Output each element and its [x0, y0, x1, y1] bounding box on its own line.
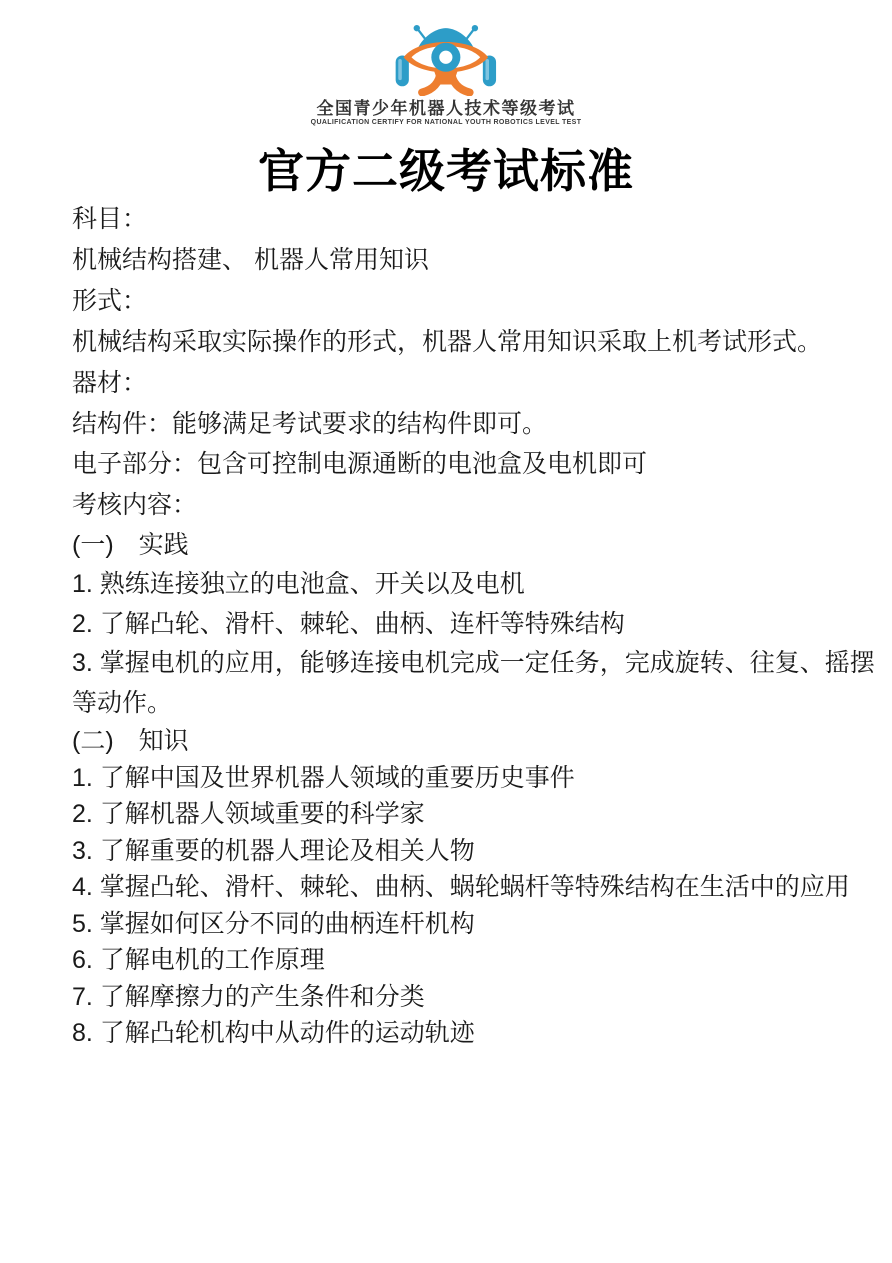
subject-section [72, 199, 878, 281]
list-item: 2. 了解凸轮、滑杆、棘轮、曲柄、连杆等特殊结构 [72, 609, 625, 638]
page-title: 官方二级考试标准 [258, 145, 634, 197]
equipment-section [72, 363, 878, 485]
robot-logo-icon [393, 22, 499, 96]
knowledge-items [72, 760, 878, 1052]
list-item: 结构件：能够满足考试要求的结构件即可。 [72, 409, 548, 438]
knowledge-heading: (二) 知识 [72, 727, 189, 755]
format-section [72, 281, 878, 363]
equipment-lines [72, 404, 878, 485]
practice-items [72, 565, 878, 723]
assessment-label: 考核内容： [72, 490, 198, 519]
subject-label: 科目： [72, 205, 148, 233]
list-item: 4. 掌握凸轮、滑杆、棘轮、曲柄、蜗轮蜗杆等特殊结构在生活中的应用 [72, 873, 850, 901]
list-item: 3. 了解重要的机器人理论及相关人物 [72, 836, 475, 865]
logo-block [0, 0, 892, 127]
list-item: 电子部分：包含可控制电源通断的电池盒及电机即可 [72, 450, 648, 478]
list-item: 2. 了解机器人领域重要的科学家 [72, 800, 425, 828]
list-item: 8. 了解凸轮机构中从动件的运动轨迹 [72, 1019, 475, 1047]
list-item: 6. 了解电机的工作原理 [72, 946, 325, 974]
list-item: 1. 了解中国及世界机器人领域的重要历史事件 [72, 763, 575, 792]
logo-english-subtitle: QUALIFICATION CERTIFY FOR NATIONAL YOUTH ROBOTICS LEVEL TEST [310, 119, 582, 126]
list-item: 5. 掌握如何区分不同的曲柄连杆机构 [72, 909, 475, 938]
practice-section [72, 526, 878, 724]
document-body [0, 199, 892, 1052]
list-item: 3. 掌握电机的应用，能够连接电机完成一定任务，完成旋转、往复、摇摆等动作。 [72, 649, 875, 717]
logo-chinese-title: 全国青少年机器人技术等级考试 [316, 99, 576, 118]
subject-value: 机械结构搭建、 机器人常用知识 [72, 246, 429, 274]
list-item: 7. 了解摩擦力的产生条件和分类 [72, 982, 425, 1011]
practice-heading: (一) 实践 [72, 530, 189, 559]
equipment-label: 器材： [72, 369, 148, 397]
format-value: 机械结构采取实际操作的形式，机器人常用知识采取上机考试形式。 [72, 328, 823, 356]
format-label: 形式： [72, 287, 148, 315]
list-item: 1. 熟练连接独立的电池盒、开关以及电机 [72, 570, 525, 598]
knowledge-section [72, 723, 878, 1052]
